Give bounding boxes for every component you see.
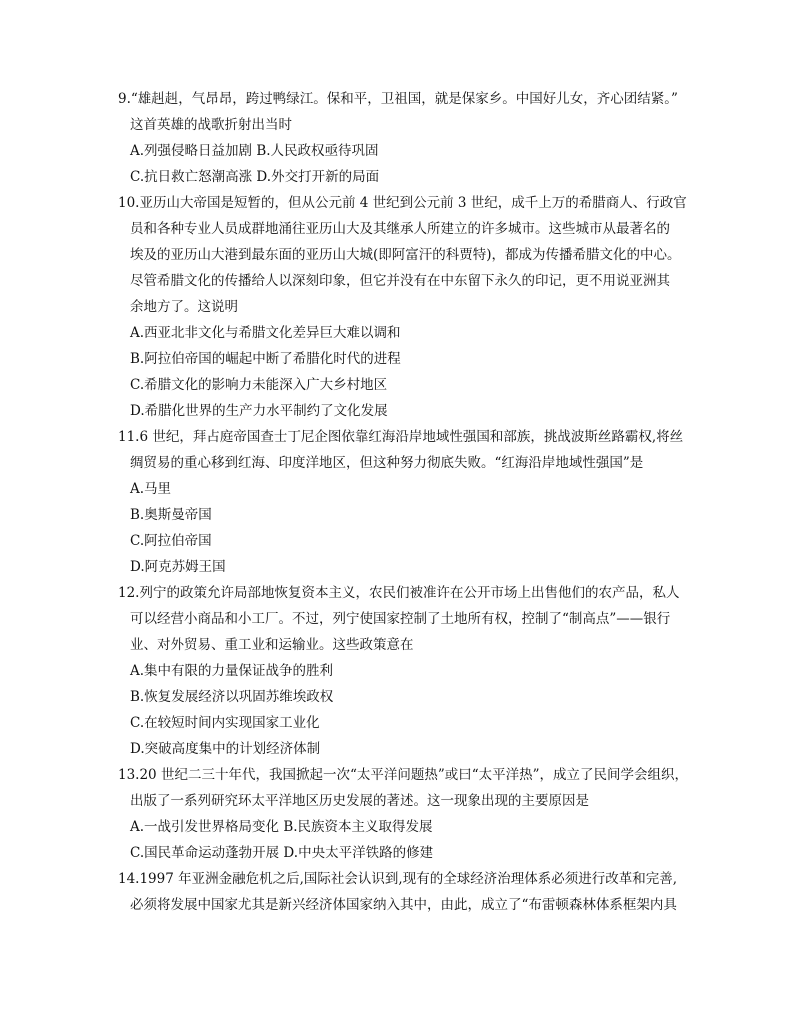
question-9	[118, 86, 688, 190]
question-stem-line: 14.1997 年亚洲金融危机之后,国际社会认识到,现有的全球经济治理体系必须进行改革和完善,	[118, 871, 677, 887]
question-stem-line: 绸贸易的重心移到红海、印度洋地区，但这种努力彻底失败。“红海沿岸地域性强国”是	[130, 455, 644, 471]
question-stem-line: 出版了一系列研究环太平洋地区历史发展的著述。这一现象出现的主要原因是	[130, 793, 589, 809]
question-stem-line: 业、对外贸易、重工业和运输业。这些政策意在	[130, 637, 414, 653]
option-line: C.国民革命运动蓬勃开展 D.中央太平洋铁路的修建	[130, 845, 434, 861]
question-stem-line: 这首英雄的战歌折射出当时	[130, 117, 292, 133]
option-line: A.一战引发世界格局变化 B.民族资本主义取得发展	[130, 819, 433, 835]
question-12	[118, 580, 688, 762]
question-stem-line: 尽管希腊文化的传播给人以深刻印象，但它并没有在中东留下永久的印记，更不用说亚洲其	[130, 273, 670, 289]
option-line: C.抗日救亡怒潮高涨 D.外交打开新的局面	[130, 169, 380, 185]
question-list	[118, 86, 688, 918]
question-stem-line: 9.“雄赳赳，气昂昂，跨过鸭绿江。保和平，卫祖国，就是保家乡。中国好儿女，齐心团结紧。”	[118, 91, 678, 107]
option-line: A.集中有限的力量保证战争的胜利	[130, 663, 334, 679]
question-stem-line: 11.6 世纪，拜占庭帝国查士丁尼企图依靠红海沿岸地域性强国和部族，挑战波斯丝路霸权,将丝	[118, 429, 684, 445]
question-stem-line: 13.20 世纪二三十年代，我国掀起一次“太平洋问题热”或曰“太平洋热”，成立了民间学会组织，	[118, 767, 689, 783]
question-stem-line: 10.亚历山大帝国是短暂的，但从公元前 4 世纪到公元前 3 世纪，成千上万的希腊商人、行政官	[118, 195, 687, 211]
question-11	[118, 424, 688, 580]
option-line: C.阿拉伯帝国	[130, 533, 212, 549]
option-line: D.希腊化世界的生产力水平制约了文化发展	[130, 403, 388, 419]
option-line: D.突破高度集中的计划经济体制	[130, 741, 321, 757]
question-13	[118, 762, 688, 866]
question-stem-line: 埃及的亚历山大港到最东面的亚历山大城(即阿富汗的科贾特)，都成为传播希腊文化的中心。	[130, 247, 681, 263]
option-line: B.阿拉伯帝国的崛起中断了希腊化时代的进程	[130, 351, 401, 367]
option-line: B.恢复发展经济以巩固苏维埃政权	[130, 689, 334, 705]
option-line: A.马里	[130, 481, 172, 497]
question-stem-line: 余地方了。这说明	[130, 299, 238, 315]
option-line: C.在较短时间内实现国家工业化	[130, 715, 320, 731]
question-14	[118, 866, 688, 918]
option-line: D.阿克苏姆王国	[130, 559, 226, 575]
question-stem-line: 可以经营小商品和小工厂。不过，列宁使国家控制了土地所有权，控制了“制高点”——银行	[130, 611, 671, 627]
option-line: A.西亚北非文化与希腊文化差异巨大难以调和	[130, 325, 401, 341]
question-stem-line: 员和各种专业人员成群地涌往亚历山大及其继承人所建立的许多城市。这些城市从最著名的	[130, 221, 670, 237]
option-line: B.奥斯曼帝国	[130, 507, 212, 523]
option-line: A.列强侵略日益加剧 B.人民政权亟待巩固	[130, 143, 379, 159]
option-line: C.希腊文化的影响力未能深入广大乡村地区	[130, 377, 388, 393]
question-stem-line: 必须将发展中国家尤其是新兴经济体国家纳入其中，由此，成立了“布雷顿森林体系框架内具	[130, 897, 677, 913]
question-stem-line: 12.列宁的政策允许局部地恢复资本主义，农民们被准许在公开市场上出售他们的农产品，私人	[118, 585, 680, 601]
question-10	[118, 190, 688, 424]
